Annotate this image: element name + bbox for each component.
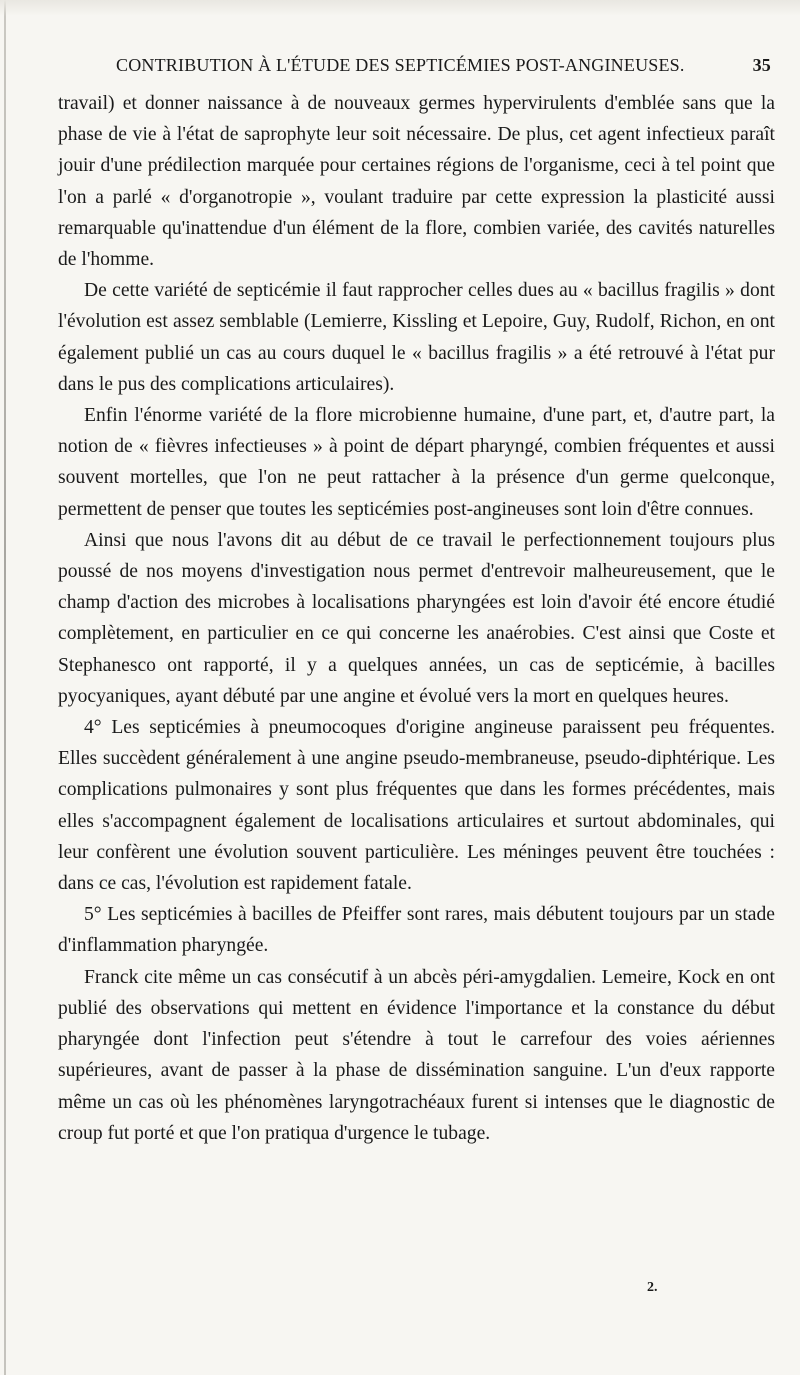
top-edge-shadow — [0, 0, 800, 16]
paragraph-3: Enfin l'énorme variété de la flore microbienne humaine, d'une part, et, d'autre part, la notion de « fièvres infectieuses » à point de départ pharyngé, combien fréquentes et aussi souvent mortelles, que l'on ne peut rattacher à la présence d'un germe quelconque, permettent de penser que toutes les septicémies post-angineuses sont loin d'être connues. — [58, 405, 775, 520]
page-edge-shadow — [4, 0, 6, 1375]
paragraph-1: travail) et donner naissance à de nouveaux germes hypervirulents d'emblée sans que la phase de vie à l'état de saprophyte leur soit nécessaire. De plus, cet agent infectieux paraît jouir d'une prédilection marquée pour certaines régions de l'organisme, ceci à tel point que l'on a parlé « d'organotropie », voulant traduire par cette expression la plasticité aussi remarquable qu'inattendue d'un élément de la flore, combien variée, des cavités naturelles de l'homme. — [58, 93, 775, 271]
paragraph-5: 4° Les septicémies à pneumocoques d'origine angineuse paraissent peu fréquentes. Elles succèdent généralement à une angine pseudo-membraneuse, pseudo-diphtérique. Les complications pulmonaires y sont plus fréquentes que dans les formes précédentes, mais elles s'accompagnent également de localisations articulaires et surtout abdominales, qui leur confèrent une évolution souvent particulière. Les méninges peuvent être touchées : dans ce cas, l'évolution est rapidement fatale. — [58, 717, 775, 895]
running-header — [58, 55, 775, 76]
paragraph-4: Ainsi que nous l'avons dit au début de ce travail le perfectionnement toujours plus poussé de nos moyens d'investigation nous permet d'entrevoir malheureusement, que le champ d'action des microbes à localisations pharyngées est loin d'avoir été encore étudié complètement, en particulier en ce qui concerne les anaérobies. C'est ainsi que Coste et Stephanesco ont rapporté, il y a quelques années, un cas de septicémie, à bacilles pyocyaniques, ayant débuté par une angine et évolué vers la mort en quelques heures. — [58, 529, 775, 707]
signature-mark: 2. — [647, 1280, 658, 1295]
paragraph-2: De cette variété de septicémie il faut rapprocher celles dues au « bacillus fragilis » dont l'évolution est assez semblable (Lemierre, Kissling et Lepoire, Guy, Rudolf, Richon, en ont également publié un cas au cours duquel le « bacillus fragilis » a été retrouvé à l'état pur dans le pus des complications articulaires). — [58, 280, 775, 395]
running-title: CONTRIBUTION À L'ÉTUDE DES SEPTICÉMIES POST-ANGINEUSES. — [116, 55, 685, 75]
paragraph-6: 5° Les septicémies à bacilles de Pfeiffer sont rares, mais débutent toujours par un stade d'inflammation pharyngée. — [58, 904, 775, 957]
page-number: 35 — [752, 55, 771, 75]
document-page — [58, 55, 775, 1149]
paragraph-7: Franck cite même un cas consécutif à un abcès péri-amygdalien. Lemeire, Kock en ont publié des observations qui mettent en évidence l'importance et la constance du début pharyngée dont l'infection peut s'étendre à tout le carrefour des voies aériennes supérieures, avant de passer à la phase de dissémination sanguine. L'un d'eux rapporte même un cas où les phénomènes laryngotrachéaux furent si intenses que le diagnostic de croup fut porté et que l'on pratiqua d'urgence le tubage. — [58, 966, 775, 1144]
